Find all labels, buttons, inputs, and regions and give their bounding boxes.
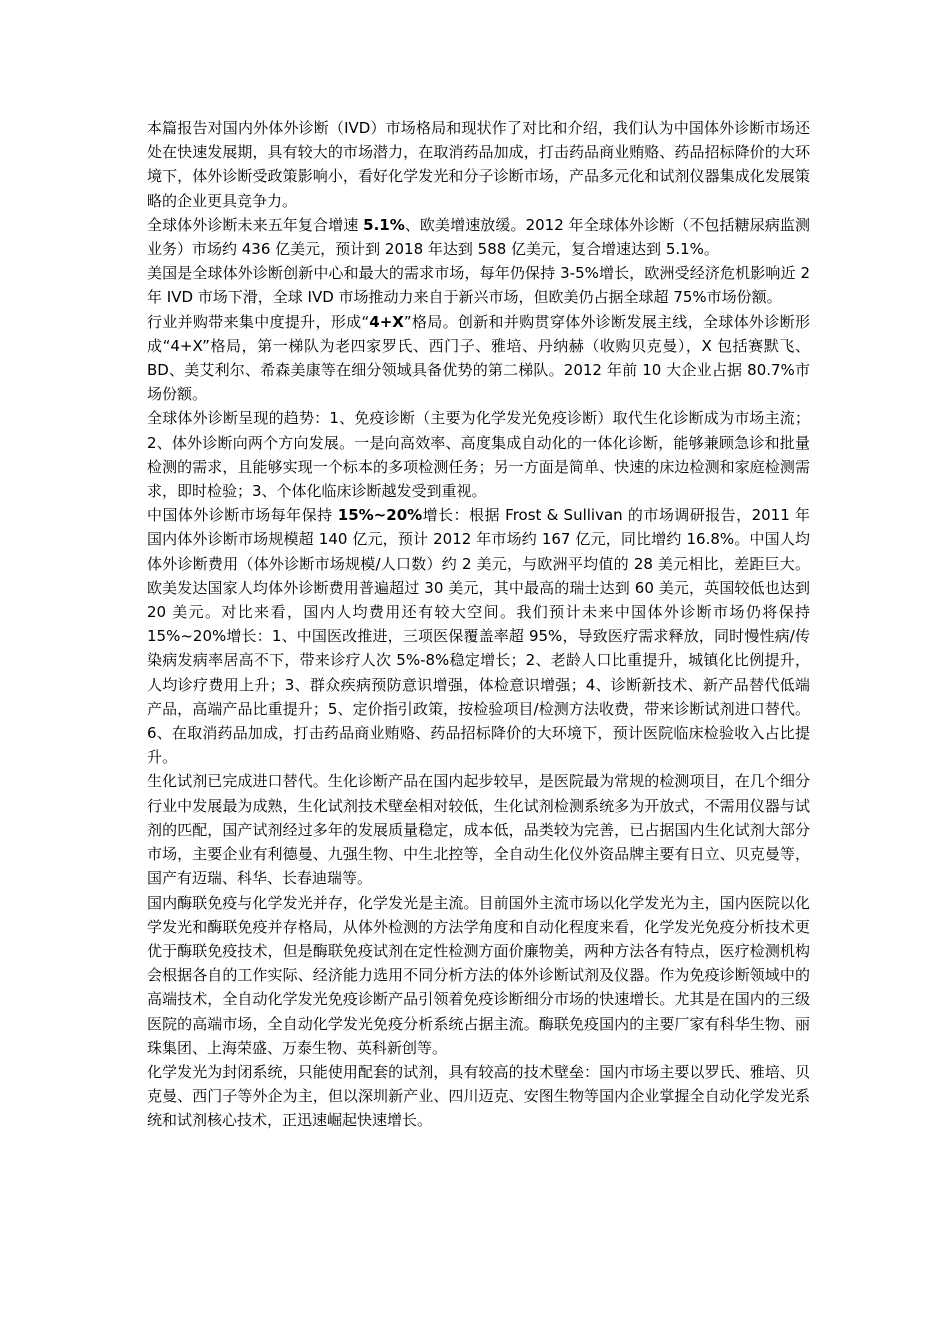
paragraph-text: 国内酶联免疫与化学发光并存，化学发光是主流。目前国外主流市场以化学发光为主，国内医院以化学发光和酶联免疫并存格局，从体外检测的方法学角度和自动化程度来看，化学发光免疫分析技术更优于酶联免疫技术，但是酶联免疫试剂在定性检测方面价廉物美，两种方法各有特点，医疗检测机构会根据各自的工作实际、经济能力选用不同分析方法的体外诊断试剂及仪器。作为免疫诊断领域中的高端技术，全自动化学发光免疫诊断产品引领着免疫诊断细分市场的快速增长。尤其是在国内的三级医院的高端市场，全自动化学发光免疫分析系统占据主流。酶联免疫国内的主要厂家有科华生物、丽珠集团、上海荣盛、万泰生物、英科新创等。 (147, 893, 810, 1057)
paragraph-text: 全球体外诊断未来五年复合增速 (147, 215, 364, 234)
paragraph-immuno (147, 891, 810, 1060)
bold-highlight: 5.1% (363, 215, 405, 234)
paragraph-text: 生化试剂已完成进口替代。生化诊断产品在国内起步较早，是医院最为常规的检测项目，在几个细分行业中发展最为成熟，生化试剂技术壁垒相对较低，生化试剂检测系统多为开放式，不需用仪器与试剂的匹配，国产试剂经过多年的发展质量稳定，成本低，品类较为完善，已占据国内生化试剂大部分市场，主要企业有利德曼、九强生物、中生北控等，全自动生化仪外资品牌主要有日立、贝克曼等，国产有迈瑞、科华、长春迪瑞等。 (147, 772, 810, 888)
paragraph-text: 中国体外诊断市场每年保持 (147, 506, 338, 525)
paragraph-text: 增长：根据 Frost & Sullivan 的市场调研报告，2011 年国内体外诊断市场规模超 140 亿元，预计 2012 年市场约 167 亿元，同比增约 16.8%。中国人均体外诊断费用（体外诊断市场规模/人口数）约 2 美元，与欧洲平均值的 28 美元相比，差距巨大。欧美发达国家人均体外诊断费用普遍超过 30 美元，其中最高的瑞士达到 60 美元，英国较低也达到 20 美元。对比来看，国内人均费用还有较大空间。我们预计未来中国体外诊断市场仍将保持 15%~20%增长：1、中国医改推进，三项医保覆盖率超 95%，导致医疗需求释放，同时慢性病/传染病发病率居高不下，带来诊疗人次 5%-8%稳定增长；2、老龄人口比重提升，城镇化比例提升，人均诊疗费用上升；3、群众疾病预防意识增强，体检意识增强；4、诊断新技术、新产品替代低端产品，高端产品比重提升；5、定价指引政策，按检验项目/检测方法收费，带来诊断试剂进口替代。6、在取消药品加成，打击药品商业贿赂、药品招标降价的大环境下，预计医院临床检验收入占比提升。 (147, 506, 810, 767)
paragraph-text: 美国是全球体外诊断创新中心和最大的需求市场，每年仍保持 3-5%增长，欧洲受经济危机影响近 2 年 IVD 市场下滑，全球 IVD 市场推动力来自于新兴市场，但欧美仍占据全球超 75%市场份额。 (147, 264, 810, 307)
paragraph-china-market (147, 503, 810, 769)
paragraph-global-growth (147, 213, 810, 261)
paragraph-chemiluminescence (147, 1060, 810, 1133)
paragraph-consolidation (147, 310, 810, 407)
paragraph-text: 行业并购带来集中度提升，形成“ (147, 312, 370, 331)
paragraph-trends (147, 406, 810, 503)
paragraph-text: 化学发光为封闭系统，只能使用配套的试剂，具有较高的技术壁垒：国内市场主要以罗氏、雅培、贝克曼、西门子等外企为主，但以深圳新产业、四川迈克、安图生物等国内企业掌握全自动化学发光系统和试剂核心技术，正迅速崛起快速增长。 (147, 1062, 810, 1130)
paragraph-text: ”格局。创新和并购贯穿体外诊断发展主线，全球体外诊断形成“4+X”格局，第一梯队为老四家罗氏、西门子、雅培、丹纳赫（收购贝克曼），X 包括赛默飞、BD、美艾利尔、希森美康等在细分领域具备优势的第二梯队。2012 年前 10 大企业占据 80.7%市场份额。 (147, 312, 810, 404)
report-body (147, 116, 810, 1133)
paragraph-summary (147, 116, 810, 213)
paragraph-biochem (147, 769, 810, 890)
paragraph-text: 、欧美增速放缓。2012 年全球体外诊断（不包括糖尿病监测业务）市场约 436 亿美元，预计到 2018 年达到 588 亿美元，复合增速达到 5.1%。 (147, 215, 810, 259)
paragraph-text: 全球体外诊断呈现的趋势：1、免疫诊断（主要为化学发光免疫诊断）取代生化诊断成为市场主流；2、体外诊断向两个方向发展。一是向高效率、高度集成自动化的一体化诊断，能够兼顾急诊和批量检测的需求，且能够实现一个标本的多项检测任务；另一方面是简单、快速的床边检测和家庭检测需求，即时检验；3、个体化临床诊断越发受到重视。 (147, 409, 810, 501)
paragraph-us-market (147, 261, 810, 309)
paragraph-text: 本篇报告对国内外体外诊断（IVD）市场格局和现状作了对比和介绍，我们认为中国体外诊断市场还处在快速发展期，具有较大的市场潜力，在取消药品加成，打击药品商业贿赂、药品招标降价的大环境下，体外诊断受政策影响小，看好化学发光和分子诊断市场，产品多元化和试剂仪器集成化发展策略的企业更具竞争力。 (147, 119, 810, 210)
bold-highlight: 15%~20% (337, 506, 423, 525)
bold-highlight: 4+X (369, 312, 404, 331)
